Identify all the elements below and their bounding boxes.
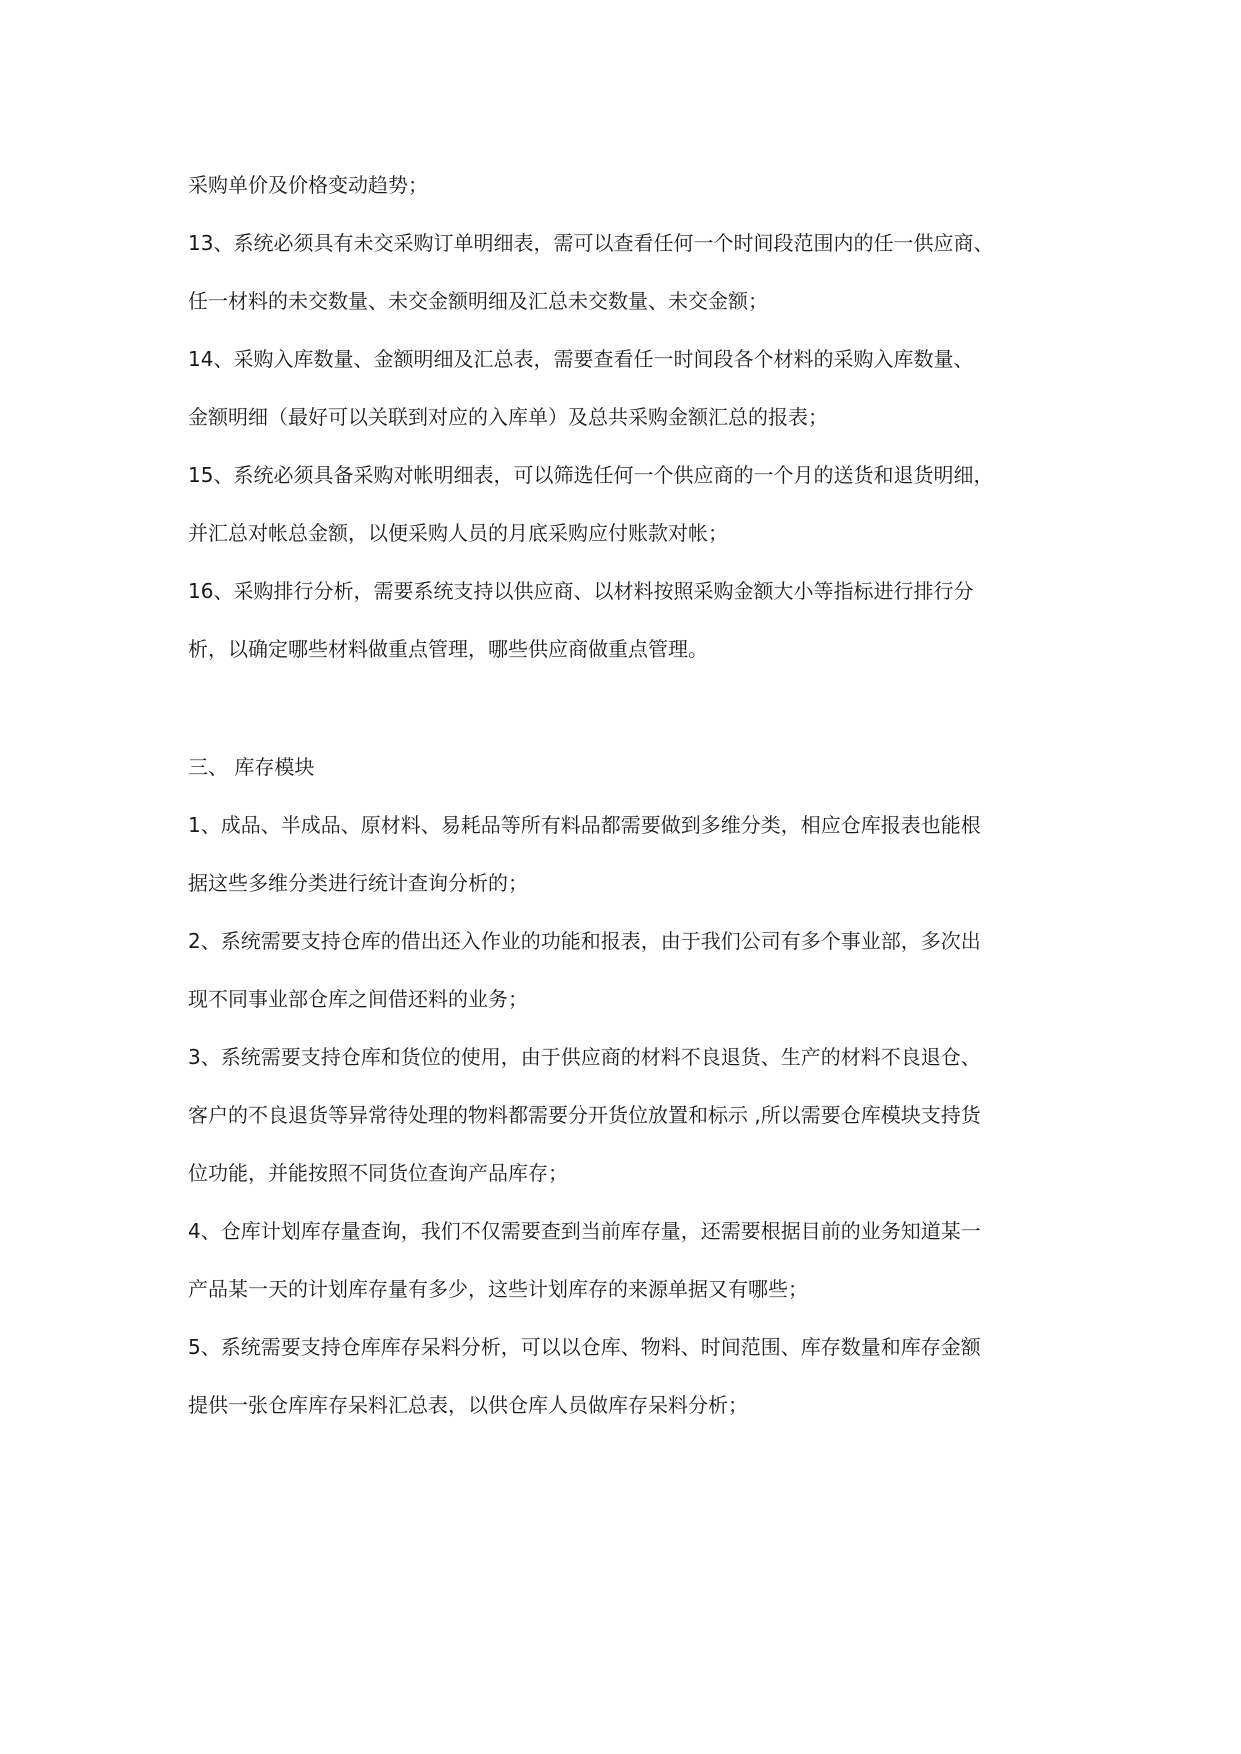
text-line: 2、系统需要支持仓库的借出还入作业的功能和报表，由于我们公司有多个事业部，多次出 <box>188 929 981 953</box>
text-line: 任一材料的未交数量、未交金额明细及汇总未交数量、未交金额； <box>188 289 768 313</box>
text-line: 产品某一天的计划库存量有多少，这些计划库存的来源单据又有哪些； <box>188 1277 808 1301</box>
text-line: 并汇总对帐总金额，以便采购人员的月底采购应付账款对帐； <box>188 521 728 545</box>
text-line: 现不同事业部仓库之间借还料的业务； <box>188 987 528 1011</box>
text-line: 位功能，并能按照不同货位查询产品库存； <box>188 1161 568 1185</box>
text-line: 15、系统必须具备采购对帐明细表，可以筛选任何一个供应商的一个月的送货和退货明细， <box>188 463 994 487</box>
text-line: 4、仓库计划库存量查询，我们不仅需要查到当前库存量，还需要根据目前的业务知道某一 <box>188 1219 981 1243</box>
text-line: 16、采购排行分析，需要系统支持以供应商、以材料按照采购金额大小等指标进行排行分 <box>188 579 974 603</box>
text-line: 1、成品、半成品、原材料、易耗品等所有料品都需要做到多维分类，相应仓库报表也能根 <box>188 813 981 837</box>
text-line: 金额明细（最好可以关联到对应的入库单）及总共采购金额汇总的报表； <box>188 405 828 429</box>
text-line: 析，以确定哪些材料做重点管理，哪些供应商做重点管理。 <box>188 637 708 661</box>
text-line: 14、采购入库数量、金额明细及汇总表，需要查看任一时间段各个材料的采购入库数量、 <box>188 347 974 371</box>
section-heading: 三、 库存模块 <box>188 755 315 779</box>
text-line: 5、系统需要支持仓库库存呆料分析，可以以仓库、物料、时间范围、库存数量和库存金额 <box>188 1335 981 1359</box>
text-line: 3、系统需要支持仓库和货位的使用，由于供应商的材料不良退货、生产的材料不良退仓、 <box>188 1045 981 1069</box>
text-line: 客户的不良退货等异常待处理的物料都需要分开货位放置和标示 ,所以需要仓库模块支持货 <box>188 1103 981 1127</box>
text-line: 据这些多维分类进行统计查询分析的； <box>188 871 528 895</box>
text-line: 提供一张仓库库存呆料汇总表，以供仓库人员做库存呆料分析； <box>188 1393 748 1417</box>
text-line: 采购单价及价格变动趋势； <box>188 173 428 197</box>
text-line: 13、系统必须具有未交采购订单明细表，需可以查看任何一个时间段范围内的任一供应商、 <box>188 231 994 255</box>
